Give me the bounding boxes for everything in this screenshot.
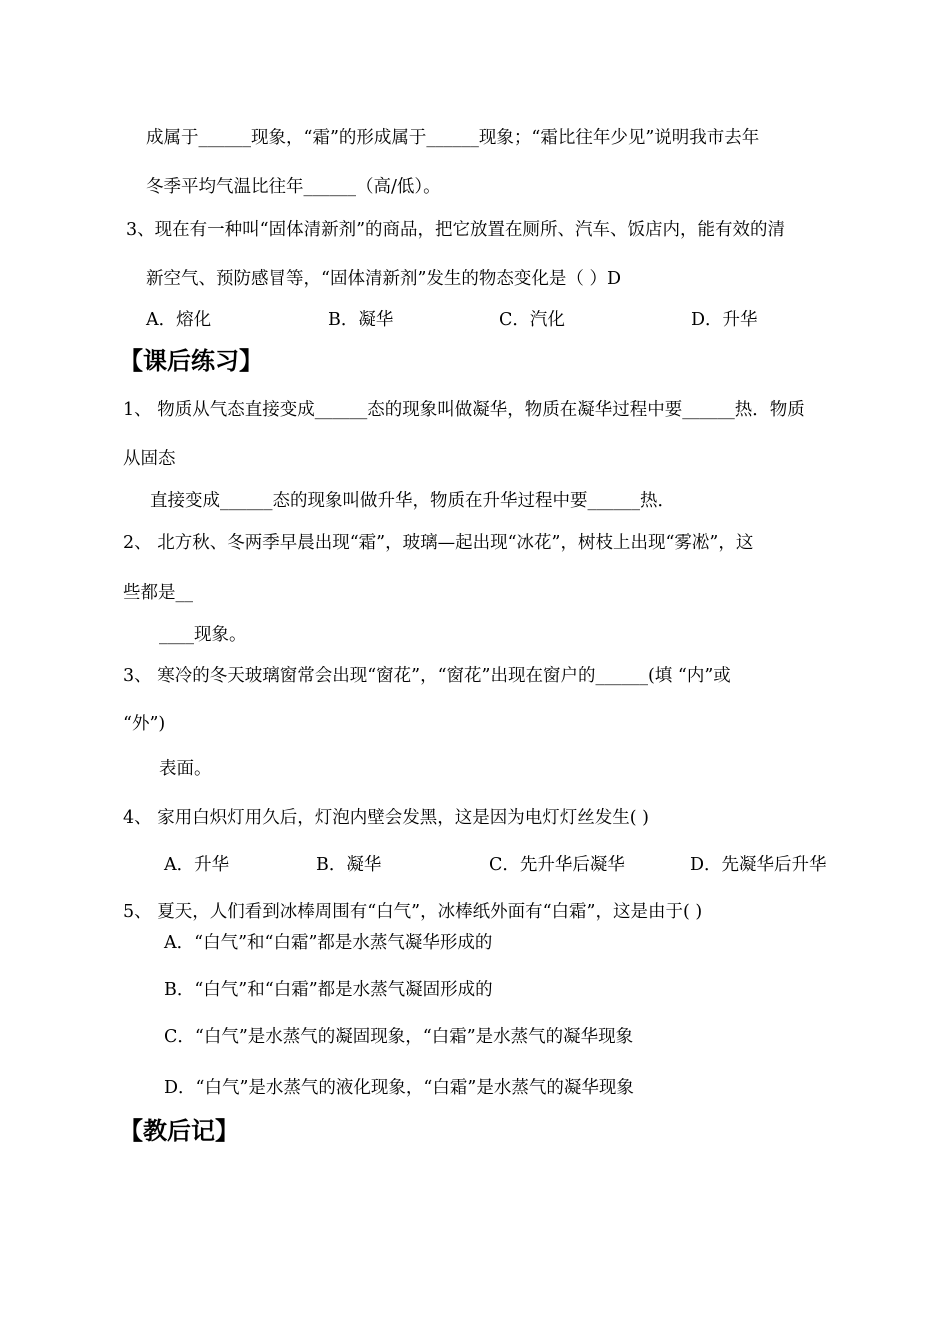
practice-q4-option-d: D．先凝华后升华 xyxy=(690,855,827,875)
practice-q2-line-3: ____现象。 xyxy=(159,625,247,645)
practice-q4-option-b: B．凝华 xyxy=(316,855,382,875)
practice-q5-option-a: A．“白气”和“白霜”都是水蒸气凝华形成的 xyxy=(164,933,493,953)
option-c: C．汽化 xyxy=(499,310,565,330)
continuation-line-1: 成属于______现象，“霜”的形成属于______现象；“霜比往年少见”说明我市去年 xyxy=(146,128,760,148)
practice-q5-line-1: 5、 夏天，人们看到冰棒周围有“白气”，冰棒纸外面有“白霜”，这是由于( ) xyxy=(123,902,703,922)
section-title-practice: 【课后练习】 xyxy=(119,347,263,375)
option-d: D．升华 xyxy=(691,310,758,330)
practice-q4-line-1: 4、 家用白炽灯用久后，灯泡内壁会发黑，这是因为电灯灯丝发生( ) xyxy=(123,808,649,828)
practice-q5-option-c: C．“白气”是水蒸气的凝固现象，“白霜”是水蒸气的凝华现象 xyxy=(164,1027,634,1047)
practice-q4-option-c: C．先升华后凝华 xyxy=(489,855,625,875)
continuation-line-2: 冬季平均气温比往年______（高/低）。 xyxy=(146,177,441,197)
practice-q2-line-1: 2、 北方秋、冬两季早晨出现“霜”，玻璃—起出现“冰花”，树枝上出现“雾凇”，这 xyxy=(123,533,754,553)
question-3-line-1: 3、现在有一种叫“固体清新剂”的商品，把它放置在厕所、汽车、饭店内，能有效的清 xyxy=(126,220,786,240)
practice-q4-option-a: A．升华 xyxy=(164,855,230,875)
practice-q3-line-3: 表面。 xyxy=(159,759,212,779)
practice-q1-line-3: 直接变成______态的现象叫做升华，物质在升华过程中要______热． xyxy=(150,491,675,511)
practice-q1-line-2: 从固态 xyxy=(123,449,176,469)
practice-q5-option-b: B．“白气”和“白霜”都是水蒸气凝固形成的 xyxy=(164,980,493,1000)
practice-q1-line-1: 1、 物质从气态直接变成______态的现象叫做凝华，物质在凝华过程中要______热．物质 xyxy=(123,400,805,420)
practice-q3-line-1: 3、 寒冷的冬天玻璃窗常会出现“窗花”，“窗花”出现在窗户的______(填 “内”或 xyxy=(123,666,731,686)
practice-q5-option-d: D．“白气”是水蒸气的液化现象，“白霜”是水蒸气的凝华现象 xyxy=(164,1078,634,1098)
section-title-notes: 【教后记】 xyxy=(119,1117,239,1145)
practice-q3-line-2: “外”) xyxy=(123,714,166,734)
question-3-line-2: 新空气、预防感冒等，“固体清新剂”发生的物态变化是（ ）D xyxy=(146,269,621,289)
option-b: B．凝华 xyxy=(328,310,394,330)
option-a: A．熔化 xyxy=(146,310,212,330)
practice-q2-line-2: 些都是__ xyxy=(123,583,193,603)
